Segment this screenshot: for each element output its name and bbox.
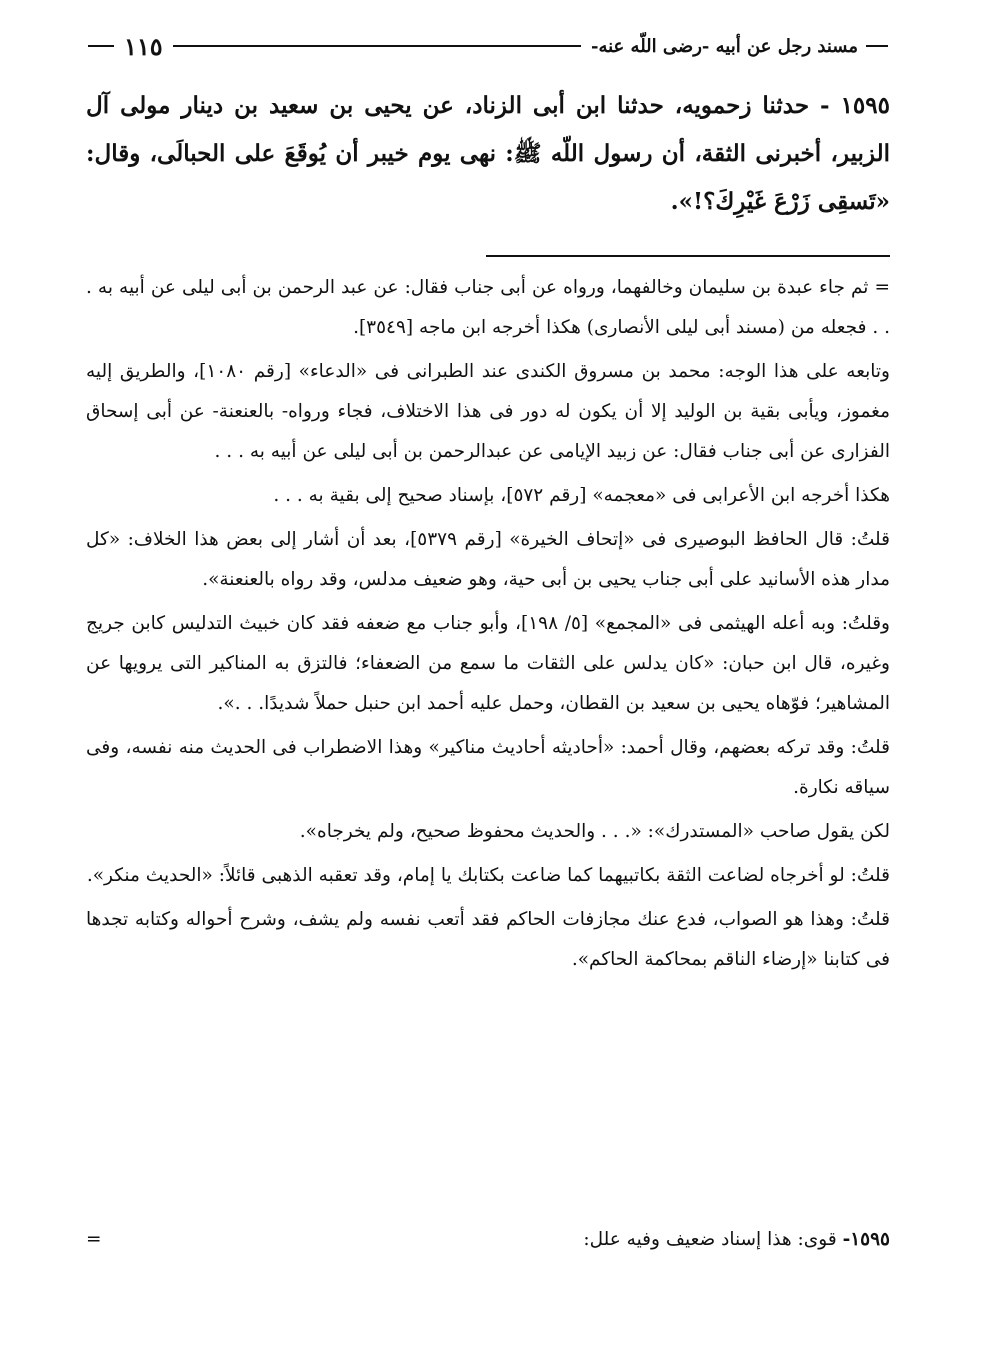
header-dash-left <box>88 45 114 47</box>
footnote-separator <box>486 255 890 257</box>
footnote-paragraph: قلتُ: لو أخرجاه لضاعت الثقة بكاتبيهما كما ضاعت بكتابك يا إمام، وقد تعقبه الذهبى قائلاً: «الحديث منكر». <box>86 865 890 886</box>
next-footnote-number: ١٥٩٥- <box>842 1229 890 1250</box>
running-title: مسند رجل عن أبيه -رضى اللّه عنه- <box>590 35 858 57</box>
page-number: ١١٥ <box>124 31 163 61</box>
hadith-text: حدثنا زحمويه، حدثنا ابن أبى الزناد، عن يحيى بن سعيد بن دينار مولى آل الزبير، أخبرنى الثقة، أن رسول اللّه ﷺ: نهى يوم خيبر أن يُوقَعَ على الحبالَى، وقال: «تَسقِى زَرْعَ غَيْرِكَ؟!». <box>86 92 890 215</box>
hadith-block <box>86 82 890 226</box>
footnote-paragraph: قلتُ: قال الحافظ البوصيرى فى «إتحاف الخيرة» [رقم ٥٣٧٩]، بعد أن أشار إلى بعض هذا الخلاف: «كل مدار هذه الأسانيد على أبى جناب يحيى بن أبى حية، وهو ضعيف مدلس، وقد رواه بالعنعنة». <box>86 529 890 590</box>
footnote-paragraph: = ثم جاء عبدة بن سليمان وخالفهما، ورواه عن أبى جناب فقال: عن عبد الرحمن بن أبى ليلى عن أبيه به . . . فجعله من (مسند أبى ليلى الأنصارى) هكذا أخرجه ابن ماجه [٣٥٤٩]. <box>86 277 890 338</box>
footnote-paragraph: قلتُ: وقد تركه بعضهم، وقال أحمد: «أحاديثه أحاديث مناكير» وهذا الاضطراب فى الحديث منه نفسه، وفى سياقه نكارة. <box>86 737 890 798</box>
running-header <box>88 26 888 66</box>
footnote-paragraph: لكن يقول صاحب «المستدرك»: «. . . والحديث محفوظ صحيح، ولم يخرجاه». <box>299 821 890 842</box>
header-dash-right <box>866 45 888 47</box>
next-footnote-line <box>86 1222 890 1258</box>
next-footnote-text: ١٥٩٥- قوى: هذا إسناد ضعيف وفيه علل: <box>583 1229 890 1250</box>
footnote-paragraph: هكذا أخرجه ابن الأعرابى فى «معجمه» [رقم ٥٧٢]، بإسناد صحيح إلى بقية به . . . <box>273 485 890 506</box>
hadith-number: ١٥٩٥ - <box>820 92 890 119</box>
footnotes <box>86 268 890 984</box>
next-footnote-continues: = <box>86 1229 102 1250</box>
footnote-paragraph: قلتُ: وهذا هو الصواب، فدع عنك مجازفات الحاكم فقد أتعب نفسه ولم يشف، وشرح أحواله وكتابه تجدها فى كتابنا «إرضاء الناقم بمحاكمة الحاكم». <box>86 909 890 970</box>
footnote-paragraph: وتابعه على هذا الوجه: محمد بن مسروق الكندى عند الطبرانى فى «الدعاء» [رقم ١٠٨٠]، والطريق إليه مغموز، ويأبى بقية بن الوليد إلا أن يكون له دور فى هذا الاختلاف، فجاء ورواه- بالعنعنة- عن أبى إسحاق الفزارى عن أبى جناب فقال: عن زبيد الإيامى عن عبدالرحمن بن أبى ليلى عن أبيه به . . . <box>86 361 890 462</box>
footnote-paragraph: وقلتُ: وبه أعله الهيثمى فى «المجمع» [٥/ ١٩٨]، وأبو جناب مع ضعفه فقد كان خبيث التدليس كابن جريج وغيره، قال ابن حبان: «كان يدلس على الثقات ما سمع من الضعفاء؛ فالتزق به المناكير التى يرويها عن المشاهير؛ فوّهاه يحيى بن سعيد بن القطان، وحمل عليه أحمد ابن حنبل حملاً شديدًا. . .». <box>86 613 890 714</box>
continuation-marker: = <box>874 277 890 298</box>
header-rule <box>173 45 581 47</box>
